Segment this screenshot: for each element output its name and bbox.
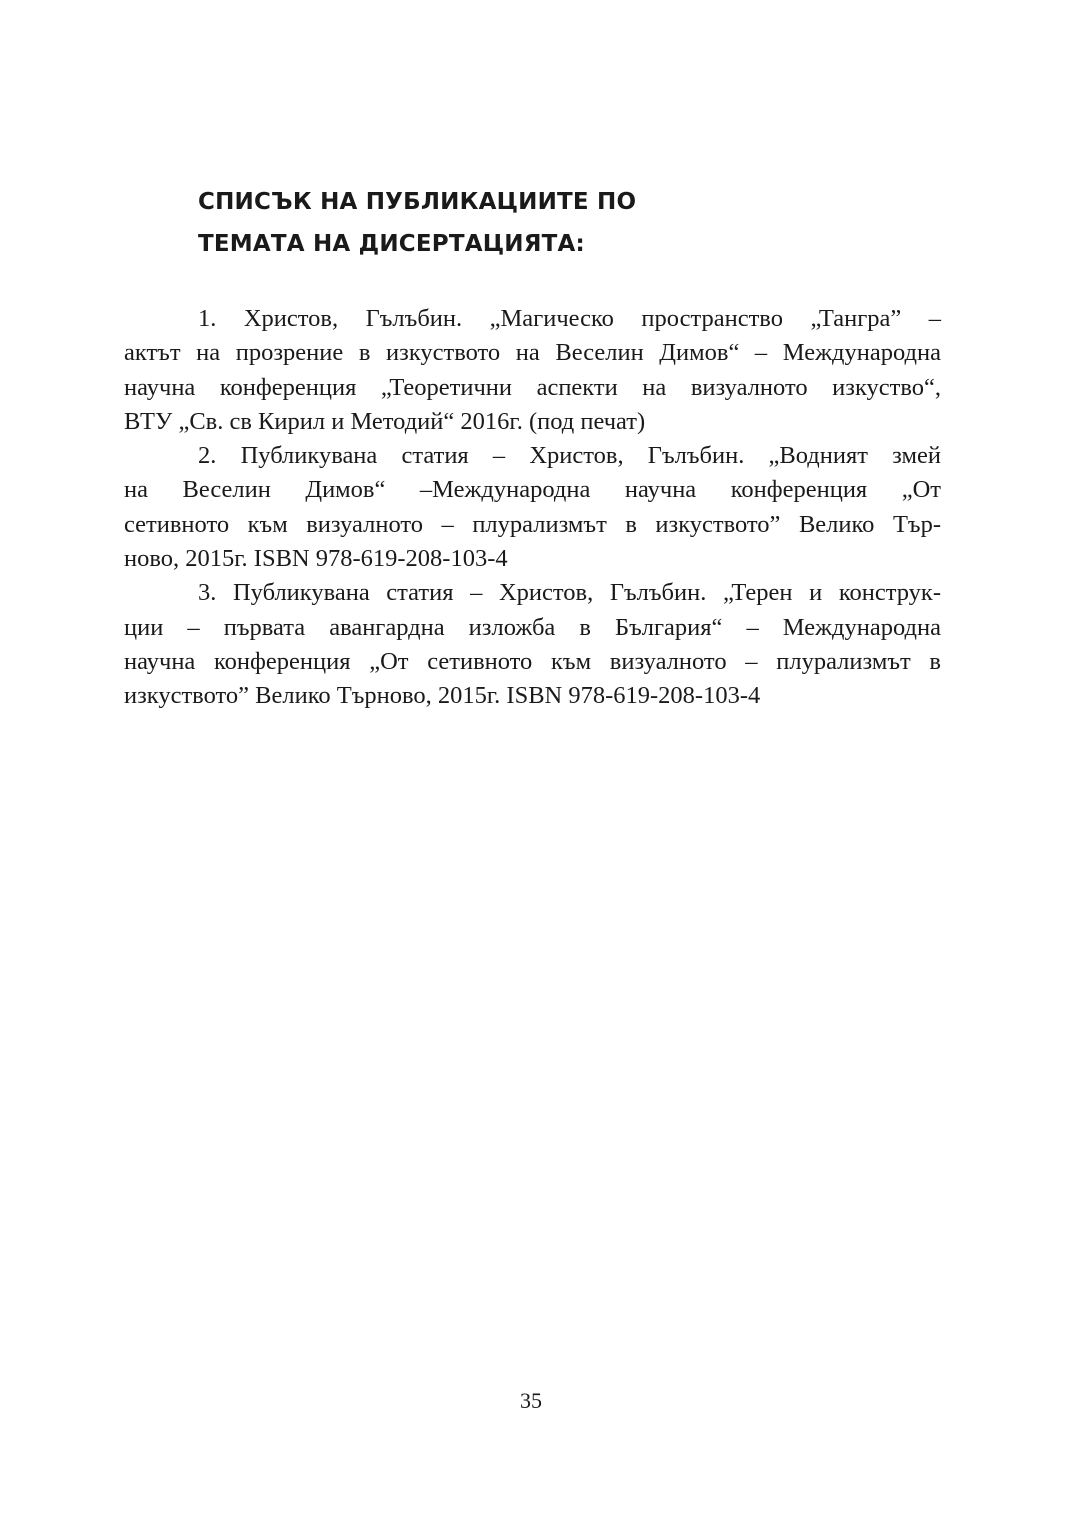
publication-item-1 bbox=[124, 302, 941, 439]
text-line: 1. Христов, Гълъбин. „Магическо пространство „Тангра” – bbox=[198, 305, 941, 332]
publication-item-3 bbox=[124, 576, 941, 713]
text-line: ции – първата авангардна изложба в България“ – Международна bbox=[124, 613, 941, 641]
page-number: 35 bbox=[520, 1388, 542, 1413]
text-line: изкуството” Велико Търново, 2015г. ISBN 978-619-208-103-4 bbox=[124, 682, 761, 710]
text-line: научна конференция „Теоретични аспекти на визуалното изкуство“, bbox=[124, 373, 941, 401]
title-line-1: СПИСЪК НА ПУБЛИКАЦИИТЕ ПО bbox=[198, 189, 637, 215]
text-line: ново, 2015г. ISBN 978-619-208-103-4 bbox=[124, 545, 508, 573]
text-line: сетивното към визуалното – плурализмът в изкуството” Велико Тър- bbox=[124, 510, 941, 538]
publication-item-2 bbox=[124, 439, 941, 576]
title-line-2: ТЕМАТА НА ДИСЕРТАЦИЯТА: bbox=[198, 231, 585, 257]
text-line: 2. Публикувана статия – Христов, Гълъбин. „Водният змей bbox=[198, 442, 941, 470]
text-line: 3. Публикувана статия – Христов, Гълъбин. „Терен и конструк- bbox=[198, 579, 941, 607]
text-line: актът на прозрение в изкуството на Веселин Димов“ – Международна bbox=[124, 339, 941, 367]
publication-list bbox=[124, 302, 941, 714]
page-title bbox=[198, 181, 898, 265]
text-line: ВТУ „Св. св Кирил и Методий“ 2016г. (под печат) bbox=[124, 407, 646, 435]
text-line: научна конференция „От сетивното към визуалното – плурализмът в bbox=[124, 647, 941, 675]
text-line: на Веселин Димов“ –Международна научна конференция „От bbox=[124, 476, 941, 504]
